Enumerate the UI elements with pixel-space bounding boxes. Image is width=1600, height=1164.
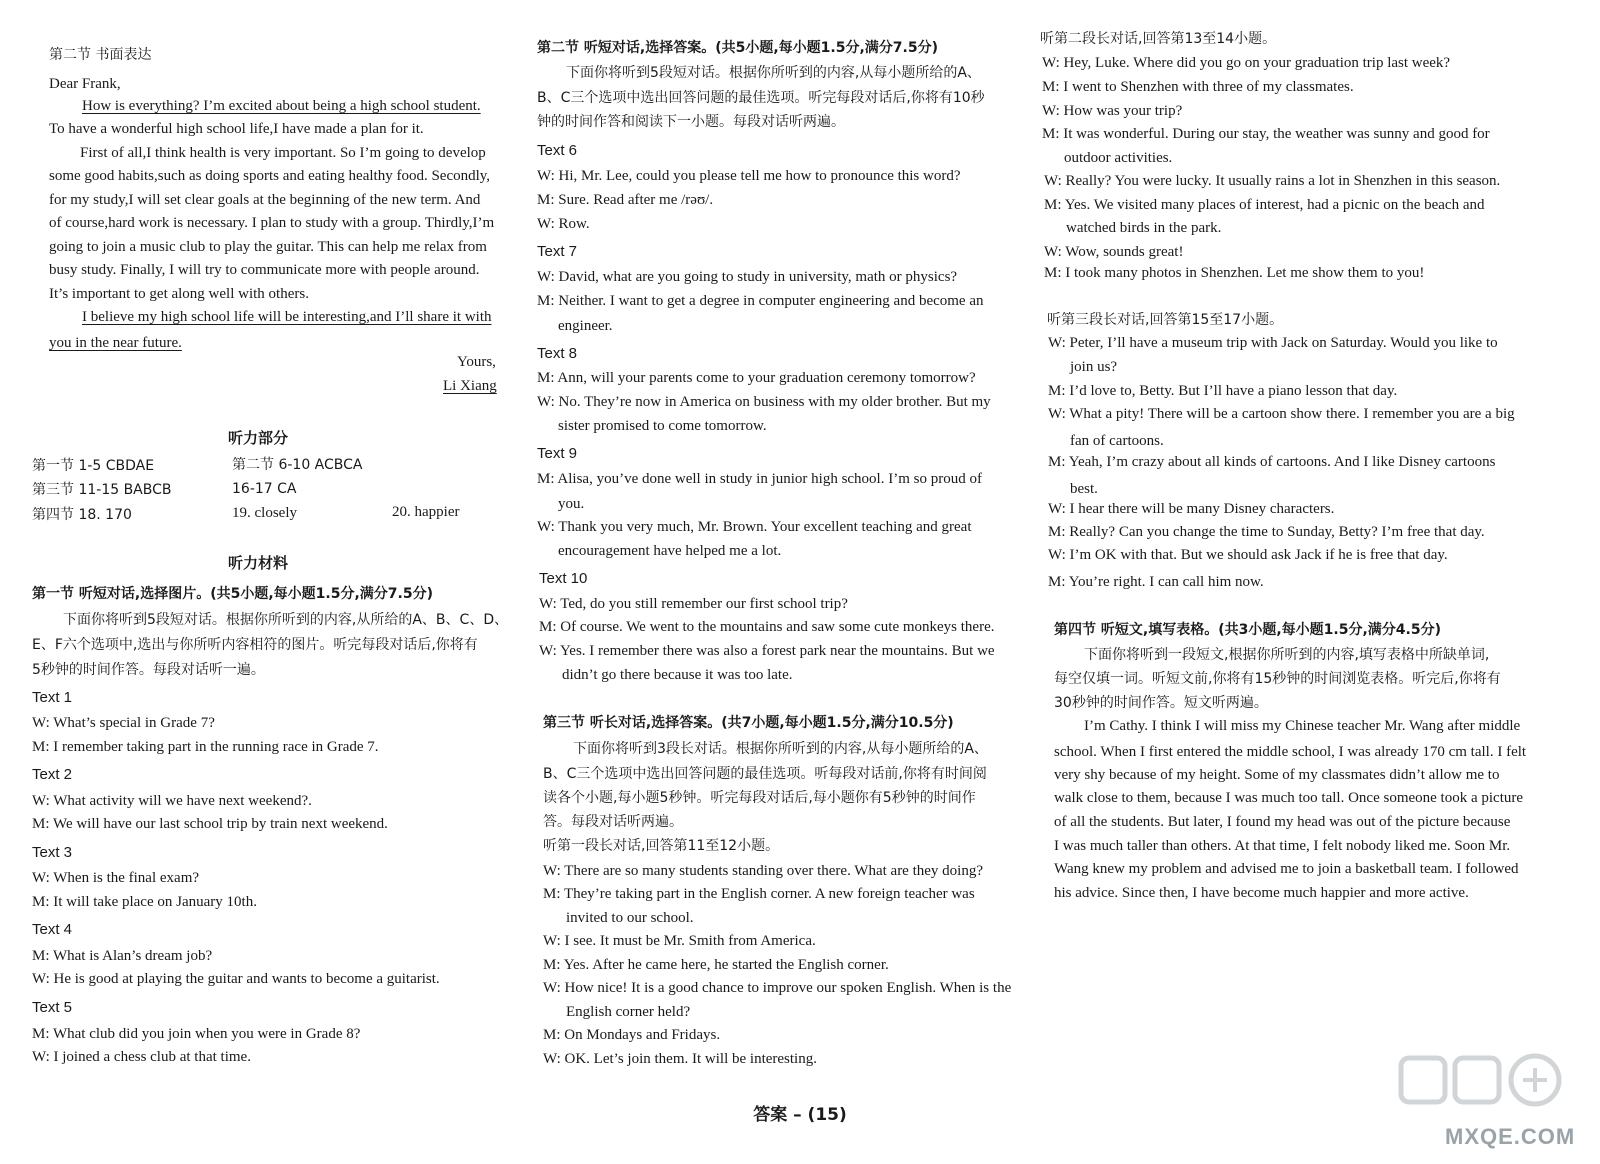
dialog-line: M: Ann, will your parents come to your graduation ceremony tomorrow? bbox=[537, 370, 976, 386]
answer-row: 第四节 18. 170 bbox=[32, 507, 132, 523]
dialog-line: W: OK. Let’s join them. It will be interesting. bbox=[543, 1051, 817, 1067]
letter-closing: Yours, bbox=[457, 354, 496, 370]
section-intro: 30秒钟的时间作答。短文听两遍。 bbox=[1054, 695, 1268, 711]
passage-line: his advice. Since then, I have become much happier and more active. bbox=[1054, 885, 1469, 901]
dialog-line: W: Hi, Mr. Lee, could you please tell me how to pronounce this word? bbox=[537, 168, 961, 184]
dialog-line: sister promised to come tomorrow. bbox=[558, 418, 767, 434]
dialog-line: M: I’d love to, Betty. But I’ll have a piano lesson that day. bbox=[1048, 383, 1398, 399]
dialog-line: M: Sure. Read after me /rəʊ/. bbox=[537, 192, 714, 208]
letter-line: First of all,I think health is very important. So I’m going to develop bbox=[80, 145, 486, 161]
dialog-line: M: Alisa, you’ve done well in study in junior high school. I’m so proud of bbox=[537, 471, 982, 487]
section-intro: 答。每段对话听两遍。 bbox=[543, 814, 683, 830]
dialog-line: W: What activity will we have next weekend?. bbox=[32, 793, 312, 809]
dialog-line: M: It was wonderful. During our stay, the weather was sunny and good for bbox=[1042, 126, 1490, 142]
text-label: Text 7 bbox=[537, 243, 578, 260]
text-label: Text 5 bbox=[32, 999, 73, 1016]
dialog-line: M: Yeah, I’m crazy about all kinds of cartoons. And I like Disney cartoons bbox=[1048, 454, 1496, 470]
answer-row: 16-17 CA bbox=[232, 481, 297, 497]
dialog-line: W: David, what are you going to study in university, math or physics? bbox=[537, 269, 958, 285]
dialog-line: M: I went to Shenzhen with three of my classmates. bbox=[1042, 79, 1354, 95]
dialog-line: W: When is the final exam? bbox=[32, 870, 200, 886]
letter-line: busy study. Finally, I will try to communicate more with people around. bbox=[49, 262, 480, 278]
text-label: Text 1 bbox=[32, 689, 73, 706]
section-intro: E、F六个选项中,选出与你所听内容相符的图片。听完每段对话后,你将有 bbox=[32, 637, 478, 653]
section-intro: 钟的时间作答和阅读下一小题。每段对话听两遍。 bbox=[537, 114, 845, 130]
dialog-title: 听第三段长对话,回答第15至17小题。 bbox=[1047, 312, 1284, 328]
section-intro: 5秒钟的时间作答。每段对话听一遍。 bbox=[32, 662, 265, 678]
dialog-line: engineer. bbox=[558, 318, 613, 334]
letter-line: of course,hard work is necessary. I plan to study with a group. Thirdly,I’m bbox=[49, 215, 495, 231]
dialog-line: W: I hear there will be many Disney characters. bbox=[1048, 501, 1335, 517]
dialog-line: M: I remember taking part in the running race in Grade 7. bbox=[32, 739, 379, 755]
passage-line: of all the students. But later, I found my head was out of the picture because bbox=[1054, 814, 1511, 830]
materials-title: 听力材料 bbox=[228, 554, 289, 572]
passage-line: walk close to them, because I was much too tall. Once someone took a picture bbox=[1054, 790, 1524, 806]
letter-line: I believe my high school life will be interesting,and I’ll share it with bbox=[82, 309, 492, 325]
section-heading: 第二节 听短对话,选择答案。(共5小题,每小题1.5分,满分7.5分) bbox=[537, 40, 938, 56]
dialog-line: fan of cartoons. bbox=[1070, 433, 1164, 449]
dialog-line: English corner held? bbox=[566, 1004, 691, 1020]
passage-line: school. When I first entered the middle school, I was already 170 cm tall. I felt bbox=[1054, 744, 1527, 760]
dialog-line: W: Row. bbox=[537, 216, 590, 232]
section-intro: 读各个小题,每小题5秒钟。听完每段对话后,每小题你有5秒钟的时间作 bbox=[543, 790, 976, 806]
section-heading: 第四节 听短文,填写表格。(共3小题,每小题1.5分,满分4.5分) bbox=[1054, 622, 1441, 638]
writing-heading: 第二节 书面表达 bbox=[49, 47, 152, 63]
dialog-line: M: Yes. After he came here, he started the English corner. bbox=[543, 957, 889, 973]
dialog-line: W: Wow, sounds great! bbox=[1044, 244, 1184, 260]
dialog-line: M: They’re taking part in the English corner. A new foreign teacher was bbox=[543, 886, 975, 902]
dialog-title: 听第一段长对话,回答第11至12小题。 bbox=[543, 838, 780, 854]
dialog-line: W: How was your trip? bbox=[1042, 103, 1183, 119]
text-label: Text 9 bbox=[537, 445, 578, 462]
dialog-line: M: Really? Can you change the time to Sunday, Betty? I’m free that day. bbox=[1048, 524, 1485, 540]
text-label: Text 4 bbox=[32, 921, 73, 938]
section-intro: 下面你将听到5段短对话。根据你所听到的内容,从每小题所给的A、 bbox=[566, 65, 981, 81]
answer-row: 第三节 11-15 BABCB bbox=[32, 482, 172, 498]
letter-line: some good habits,such as doing sports and eating healthy food. Secondly, bbox=[49, 168, 491, 184]
dialog-line: W: How nice! It is a good chance to improve our spoken English. When is the bbox=[543, 980, 1012, 996]
dialog-line: invited to our school. bbox=[566, 910, 694, 926]
passage-line: Wang knew my problem and advised me to join a basketball team. I followed bbox=[1054, 861, 1519, 877]
answer-row: 20. happier bbox=[392, 504, 460, 520]
letter-line: going to join a music club to play the guitar. This can help me relax from bbox=[49, 239, 487, 255]
dialog-line: W: I see. It must be Mr. Smith from America. bbox=[543, 933, 816, 949]
text-label: Text 8 bbox=[537, 345, 578, 362]
dialog-line: W: Yes. I remember there was also a forest park near the mountains. But we bbox=[539, 643, 995, 659]
dialog-line: M: We will have our last school trip by train next weekend. bbox=[32, 816, 388, 832]
dialog-line: W: No. They’re now in America on business with my older brother. But my bbox=[537, 394, 991, 410]
page-footer: 答案 – (15) bbox=[753, 1105, 847, 1125]
dialog-line: M: On Mondays and Fridays. bbox=[543, 1027, 721, 1043]
letter-line: To have a wonderful high school life,I have made a plan for it. bbox=[49, 121, 424, 137]
dialog-line: best. bbox=[1070, 481, 1098, 497]
dialog-line: M: I took many photos in Shenzhen. Let me show them to you! bbox=[1044, 265, 1425, 281]
dialog-title: 听第二段长对话,回答第13至14小题。 bbox=[1040, 31, 1277, 47]
dialog-line: outdoor activities. bbox=[1064, 150, 1173, 166]
section-intro: 下面你将听到3段长对话。根据你所听到的内容,从每小题所给的A、 bbox=[573, 741, 988, 757]
dialog-line: M: Of course. We went to the mountains and saw some cute monkeys there. bbox=[539, 619, 995, 635]
dialog-line: W: I joined a chess club at that time. bbox=[32, 1049, 251, 1065]
letter-line: for my study,I will set clear goals at the beginning of the new term. And bbox=[49, 192, 481, 208]
section-heading: 第一节 听短对话,选择图片。(共5小题,每小题1.5分,满分7.5分) bbox=[32, 586, 433, 602]
letter-line: How is everything? I’m excited about being a high school student. bbox=[82, 98, 481, 114]
text-label: Text 10 bbox=[539, 570, 588, 587]
dialog-line: M: What is Alan’s dream job? bbox=[32, 948, 213, 964]
dialog-line: you. bbox=[558, 496, 585, 512]
letter-line: you in the near future. bbox=[49, 335, 182, 351]
watermark-text: MXQE.COM bbox=[1445, 1124, 1576, 1149]
dialog-line: M: It will take place on January 10th. bbox=[32, 894, 257, 910]
section-intro: 每空仅填一词。听短文前,你将有15秒钟的时间浏览表格。听完后,你将有 bbox=[1054, 671, 1501, 687]
section-heading: 第三节 听长对话,选择答案。(共7小题,每小题1.5分,满分10.5分) bbox=[543, 715, 954, 731]
passage-line: I was much taller than others. At that time, I felt nobody liked me. Soon Mr. bbox=[1054, 838, 1511, 854]
dialog-line: M: Neither. I want to get a degree in computer engineering and become an bbox=[537, 293, 984, 309]
letter-signature: Li Xiang bbox=[443, 378, 497, 394]
section-intro: B、C三个选项中选出回答问题的最佳选项。听每段对话前,你将有时间阅 bbox=[543, 766, 987, 782]
dialog-line: W: Really? You were lucky. It usually rains a lot in Shenzhen in this season. bbox=[1044, 173, 1501, 189]
letter-line: It’s important to get along well with others. bbox=[49, 286, 309, 302]
dialog-line: encouragement have helped me a lot. bbox=[558, 543, 782, 559]
text-label: Text 6 bbox=[537, 142, 578, 159]
dialog-line: W: Thank you very much, Mr. Brown. Your excellent teaching and great bbox=[537, 519, 972, 535]
dialog-line: W: There are so many students standing over there. What are they doing? bbox=[543, 863, 983, 879]
answer-row: 19. closely bbox=[232, 505, 297, 521]
dialog-line: didn’t go there because it was too late. bbox=[562, 667, 793, 683]
text-label: Text 3 bbox=[32, 844, 73, 861]
dialog-line: watched birds in the park. bbox=[1066, 220, 1222, 236]
dialog-line: W: Ted, do you still remember our first school trip? bbox=[539, 596, 848, 612]
dialog-line: W: I’m OK with that. But we should ask Jack if he is free that day. bbox=[1048, 547, 1448, 563]
dialog-line: M: Yes. We visited many places of interest, had a picnic on the beach and bbox=[1044, 197, 1485, 213]
dialog-line: W: What’s special in Grade 7? bbox=[32, 715, 215, 731]
section-intro: B、C三个选项中选出回答问题的最佳选项。听完每段对话后,你将有10秒 bbox=[537, 90, 985, 106]
dialog-line: M: What club did you join when you were in Grade 8? bbox=[32, 1026, 361, 1042]
answer-row: 第一节 1-5 CBDAE bbox=[32, 458, 155, 474]
dialog-line: join us? bbox=[1070, 359, 1118, 375]
passage-line: I’m Cathy. I think I will miss my Chinese teacher Mr. Wang after middle bbox=[1084, 718, 1521, 734]
listening-title: 听力部分 bbox=[228, 429, 289, 447]
text-label: Text 2 bbox=[32, 766, 73, 783]
section-intro: 下面你将听到5段短对话。根据你所听到的内容,从所给的A、B、C、D、 bbox=[63, 612, 509, 628]
dialog-line: W: Hey, Luke. Where did you go on your graduation trip last week? bbox=[1042, 55, 1451, 71]
dialog-line: W: He is good at playing the guitar and wants to become a guitarist. bbox=[32, 971, 440, 987]
letter-greeting: Dear Frank, bbox=[49, 76, 121, 92]
passage-line: very shy because of my height. Some of my classmates didn’t allow me to bbox=[1054, 767, 1500, 783]
answer-row: 第二节 6-10 ACBCA bbox=[232, 457, 363, 473]
dialog-line: W: What a pity! There will be a cartoon show there. I remember you are a big bbox=[1048, 406, 1515, 422]
dialog-line: M: You’re right. I can call him now. bbox=[1048, 574, 1264, 590]
section-intro: 下面你将听到一段短文,根据你所听到的内容,填写表格中所缺单词, bbox=[1084, 647, 1490, 663]
dialog-line: W: Peter, I’ll have a museum trip with Jack on Saturday. Would you like to bbox=[1048, 335, 1498, 351]
